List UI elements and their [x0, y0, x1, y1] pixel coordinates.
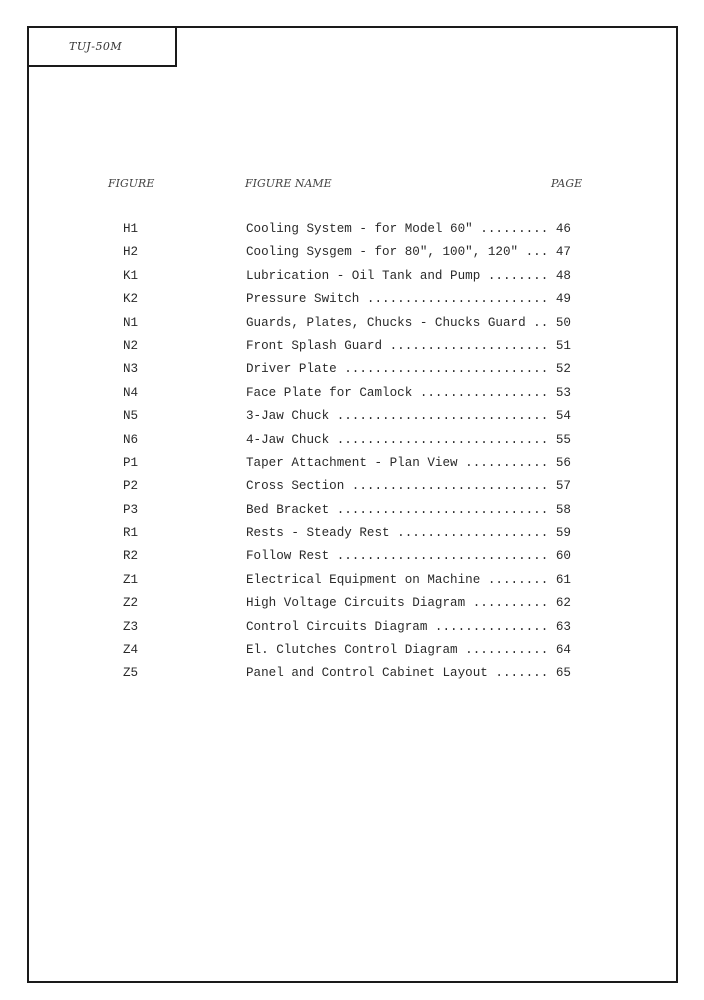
- figure-name-and-page: Driver Plate ........................... 52: [246, 362, 571, 377]
- figure-entry: [0, 479, 704, 502]
- figure-list: [0, 222, 704, 690]
- figure-name-and-page: Front Splash Guard ..................... 51: [246, 338, 571, 353]
- figure-entry: [0, 503, 704, 526]
- figure-id: Z1: [123, 572, 139, 587]
- figure-entry: [0, 362, 704, 385]
- figure-entry: [0, 386, 704, 409]
- figure-name-and-page: Cooling System - for Model 60" ......... 46: [246, 222, 571, 236]
- figure-name-and-page: Face Plate for Camlock ................. 53: [246, 385, 571, 400]
- figure-id: N4: [123, 385, 139, 400]
- figure-id: K1: [123, 268, 139, 283]
- figure-entry: [0, 596, 704, 619]
- figure-name-and-page: Taper Attachment - Plan View ........... 56: [246, 455, 571, 470]
- figure-id: R1: [123, 526, 139, 541]
- figure-name-and-page: Panel and Control Cabinet Layout ....... 65: [246, 666, 571, 681]
- figure-entry: [0, 573, 704, 596]
- figure-entry: [0, 222, 704, 245]
- figure-id: H1: [123, 222, 139, 236]
- figure-name-and-page: Control Circuits Diagram ............... 63: [246, 619, 571, 634]
- figure-id: N3: [123, 362, 139, 377]
- figure-name-and-page: 3-Jaw Chuck ............................ 54: [246, 409, 571, 424]
- figure-entry: [0, 269, 704, 292]
- figure-id: H2: [123, 245, 139, 260]
- figure-name-and-page: Guards, Plates, Chucks - Chucks Guard .. 50: [246, 315, 571, 330]
- figure-entry: [0, 409, 704, 432]
- figure-entry: [0, 620, 704, 643]
- figure-name-and-page: Cooling Sysgem - for 80", 100", 120" ... 47: [246, 245, 571, 260]
- figure-id: P3: [123, 502, 139, 517]
- figure-name-and-page: Electrical Equipment on Machine ........ 61: [246, 572, 571, 587]
- figure-id: P2: [123, 479, 139, 494]
- column-header-figure: FIGURE: [108, 177, 155, 190]
- figure-name-and-page: 4-Jaw Chuck ............................ 55: [246, 432, 571, 447]
- figure-name-and-page: High Voltage Circuits Diagram .......... 62: [246, 596, 571, 611]
- figure-id: N6: [123, 432, 139, 447]
- figure-name-and-page: Cross Section .......................... 57: [246, 479, 571, 494]
- document-code: TUJ-50M: [69, 40, 123, 53]
- figure-entry: [0, 292, 704, 315]
- figure-entry: [0, 433, 704, 456]
- figure-id: Z4: [123, 643, 139, 658]
- figure-id: P1: [123, 455, 139, 470]
- figure-name-and-page: El. Clutches Control Diagram ........... 64: [246, 643, 571, 658]
- figure-entry: [0, 526, 704, 549]
- figure-entry: [0, 549, 704, 572]
- figure-id: Z5: [123, 666, 139, 681]
- figure-id: K2: [123, 292, 139, 307]
- figure-id: R2: [123, 549, 139, 564]
- column-header-figure-name: FIGURE NAME: [245, 177, 332, 190]
- figure-id: N5: [123, 409, 139, 424]
- figure-entry: [0, 666, 704, 689]
- figure-entry: [0, 643, 704, 666]
- figure-id: N1: [123, 315, 139, 330]
- figure-entry: [0, 339, 704, 362]
- figure-id: N2: [123, 338, 139, 353]
- figure-name-and-page: Bed Bracket ............................ 58: [246, 502, 571, 517]
- figure-name-and-page: Lubrication - Oil Tank and Pump ........ 48: [246, 268, 571, 283]
- figure-id: Z2: [123, 596, 139, 611]
- figure-name-and-page: Follow Rest ............................ 60: [246, 549, 571, 564]
- figure-entry: [0, 456, 704, 479]
- figure-name-and-page: Pressure Switch ........................ 49: [246, 292, 571, 307]
- column-header-page: PAGE: [551, 177, 583, 190]
- figure-name-and-page: Rests - Steady Rest .................... 59: [246, 526, 571, 541]
- document-code-box: [27, 26, 177, 67]
- figure-entry: [0, 316, 704, 339]
- figure-id: Z3: [123, 619, 139, 634]
- figure-entry: [0, 245, 704, 268]
